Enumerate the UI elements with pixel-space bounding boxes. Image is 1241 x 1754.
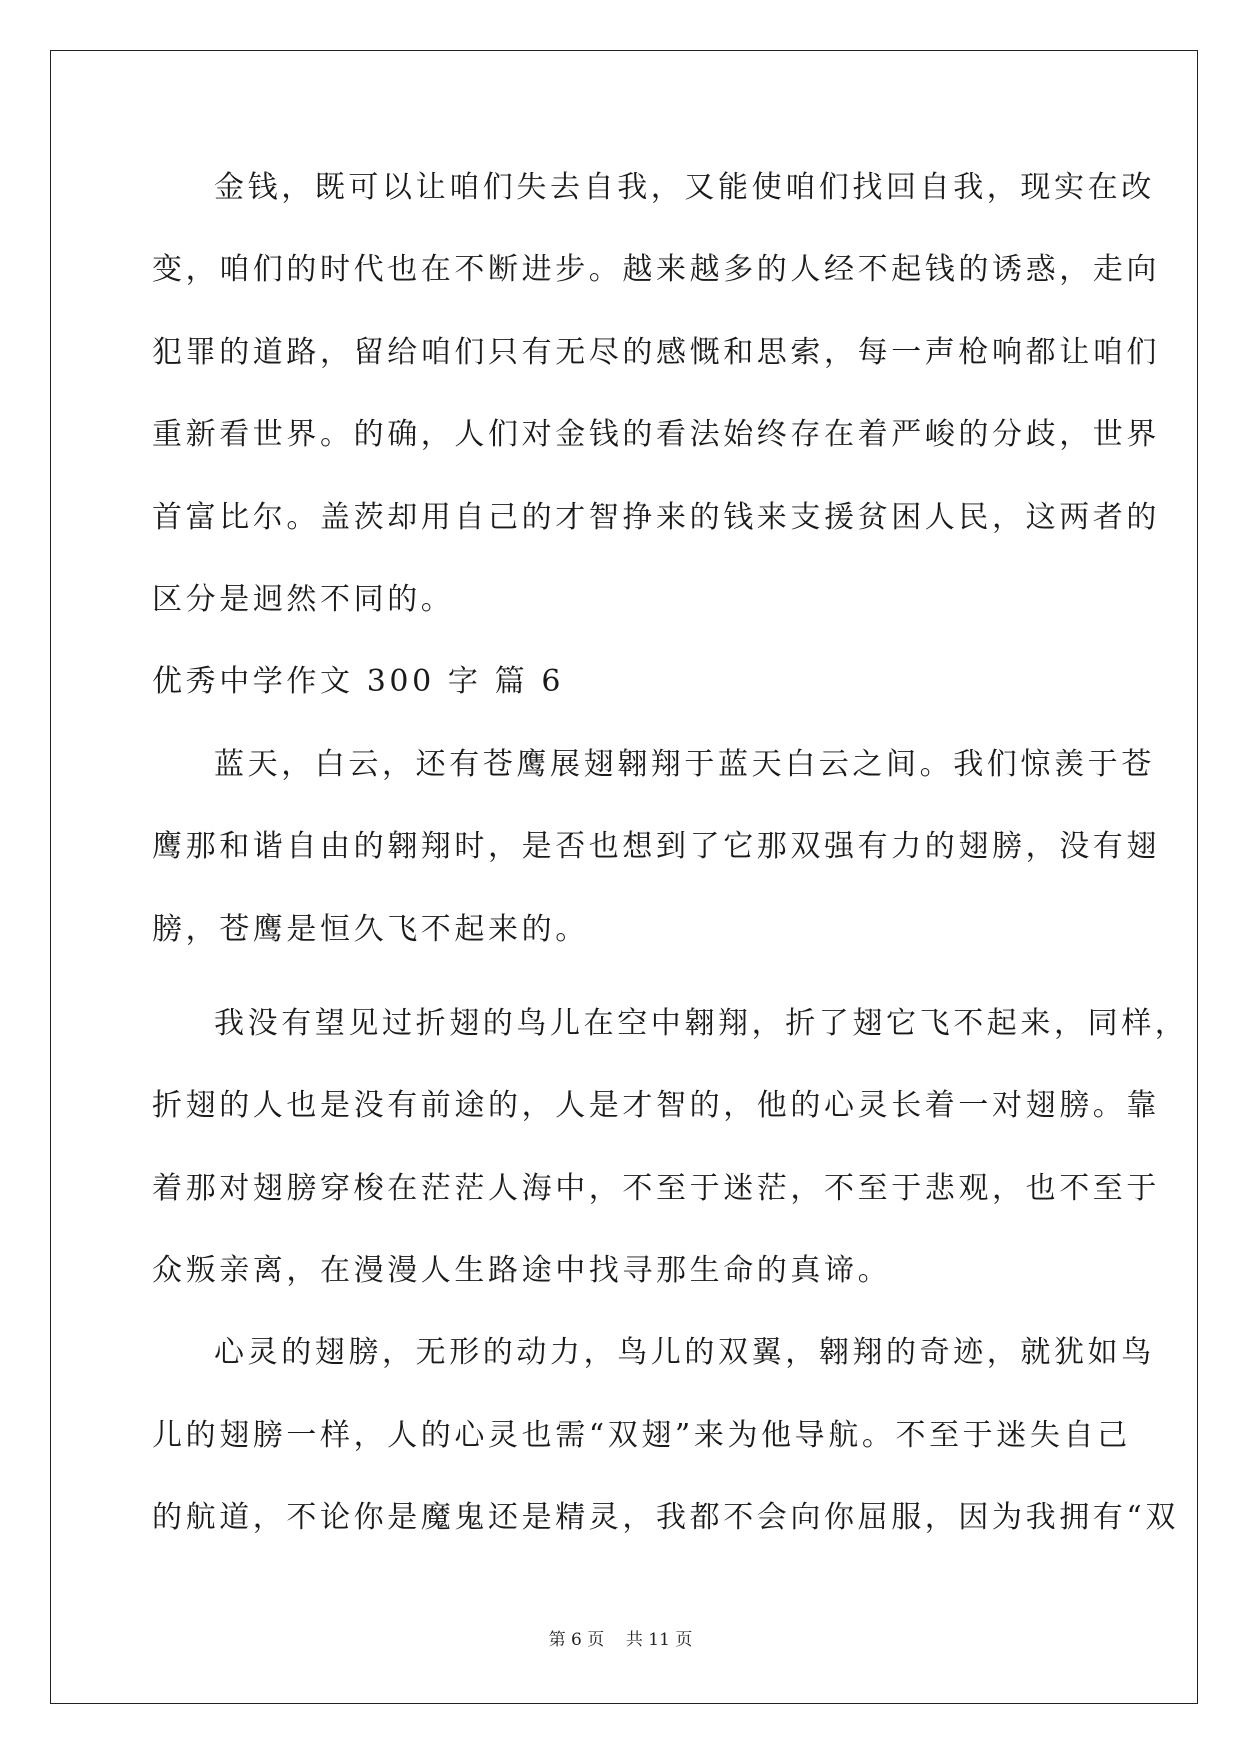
page-footer [0, 1628, 1241, 1652]
text-line: 首富比尔。盖茨却用自己的才智挣来的钱来支援贫困人民，这两者的 [152, 499, 1160, 535]
section-heading: 优秀中学作文 300 字 篇 6 [152, 664, 565, 700]
text-line: 的航道，不论你是魔鬼还是精灵，我都不会向你屈服，因为我拥有“双 [152, 1500, 1179, 1536]
text-line: 着那对翅膀穿梭在茫茫人海中，不至于迷茫，不至于悲观，也不至于 [152, 1170, 1160, 1206]
document-body [152, 166, 1189, 1579]
text-line: 儿的翅膀一样，人的心灵也需“双翅”来为他导航。不至于迷失自己 [152, 1417, 1131, 1453]
text-line: 众叛亲离，在漫漫人生路途中找寻那生命的真谛。 [152, 1253, 892, 1289]
paragraph [152, 743, 1160, 990]
paragraph [152, 1331, 1179, 1578]
paragraph-gap [152, 990, 1088, 1002]
text-line: 区分是迥然不同的。 [152, 581, 455, 617]
text-line: 金钱，既可以让咱们失去自我，又能使咱们找回自我，现实在改 [214, 170, 1155, 205]
text-line: 重新看世界。的确，人们对金钱的看法始终存在着严峻的分歧，世界 [152, 417, 1160, 453]
text-line: 膀，苍鹰是恒久飞不起来的。 [152, 911, 589, 947]
text-line: 变，咱们的时代也在不断进步。越来越多的人经不起钱的诱惑，走向 [152, 252, 1160, 288]
text-line: 鹰那和谐自由的翱翔时，是否也想到了它那双强有力的翅膀，没有翅 [152, 829, 1160, 865]
section-heading-block [152, 660, 1088, 742]
paragraph [152, 166, 1160, 660]
page-number: 第 6 页 共 11 页 [548, 1630, 693, 1650]
paragraph [152, 1002, 1189, 1332]
text-line: 我没有望见过折翅的鸟儿在空中翱翔，折了翅它飞不起来，同样， [214, 1005, 1189, 1041]
text-line: 蓝天，白云，还有苍鹰展翅翱翔于蓝天白云之间。我们惊羡于苍 [214, 746, 1155, 782]
text-line: 心灵的翅膀，无形的动力，鸟儿的双翼，翱翔的奇迹，就犹如鸟 [214, 1335, 1155, 1371]
text-line: 犯罪的道路，留给咱们只有无尽的感慨和思索，每一声枪响都让咱们 [152, 334, 1160, 370]
text-line: 折翅的人也是没有前途的，人是才智的，他的心灵长着一对翅膀。靠 [152, 1088, 1160, 1124]
